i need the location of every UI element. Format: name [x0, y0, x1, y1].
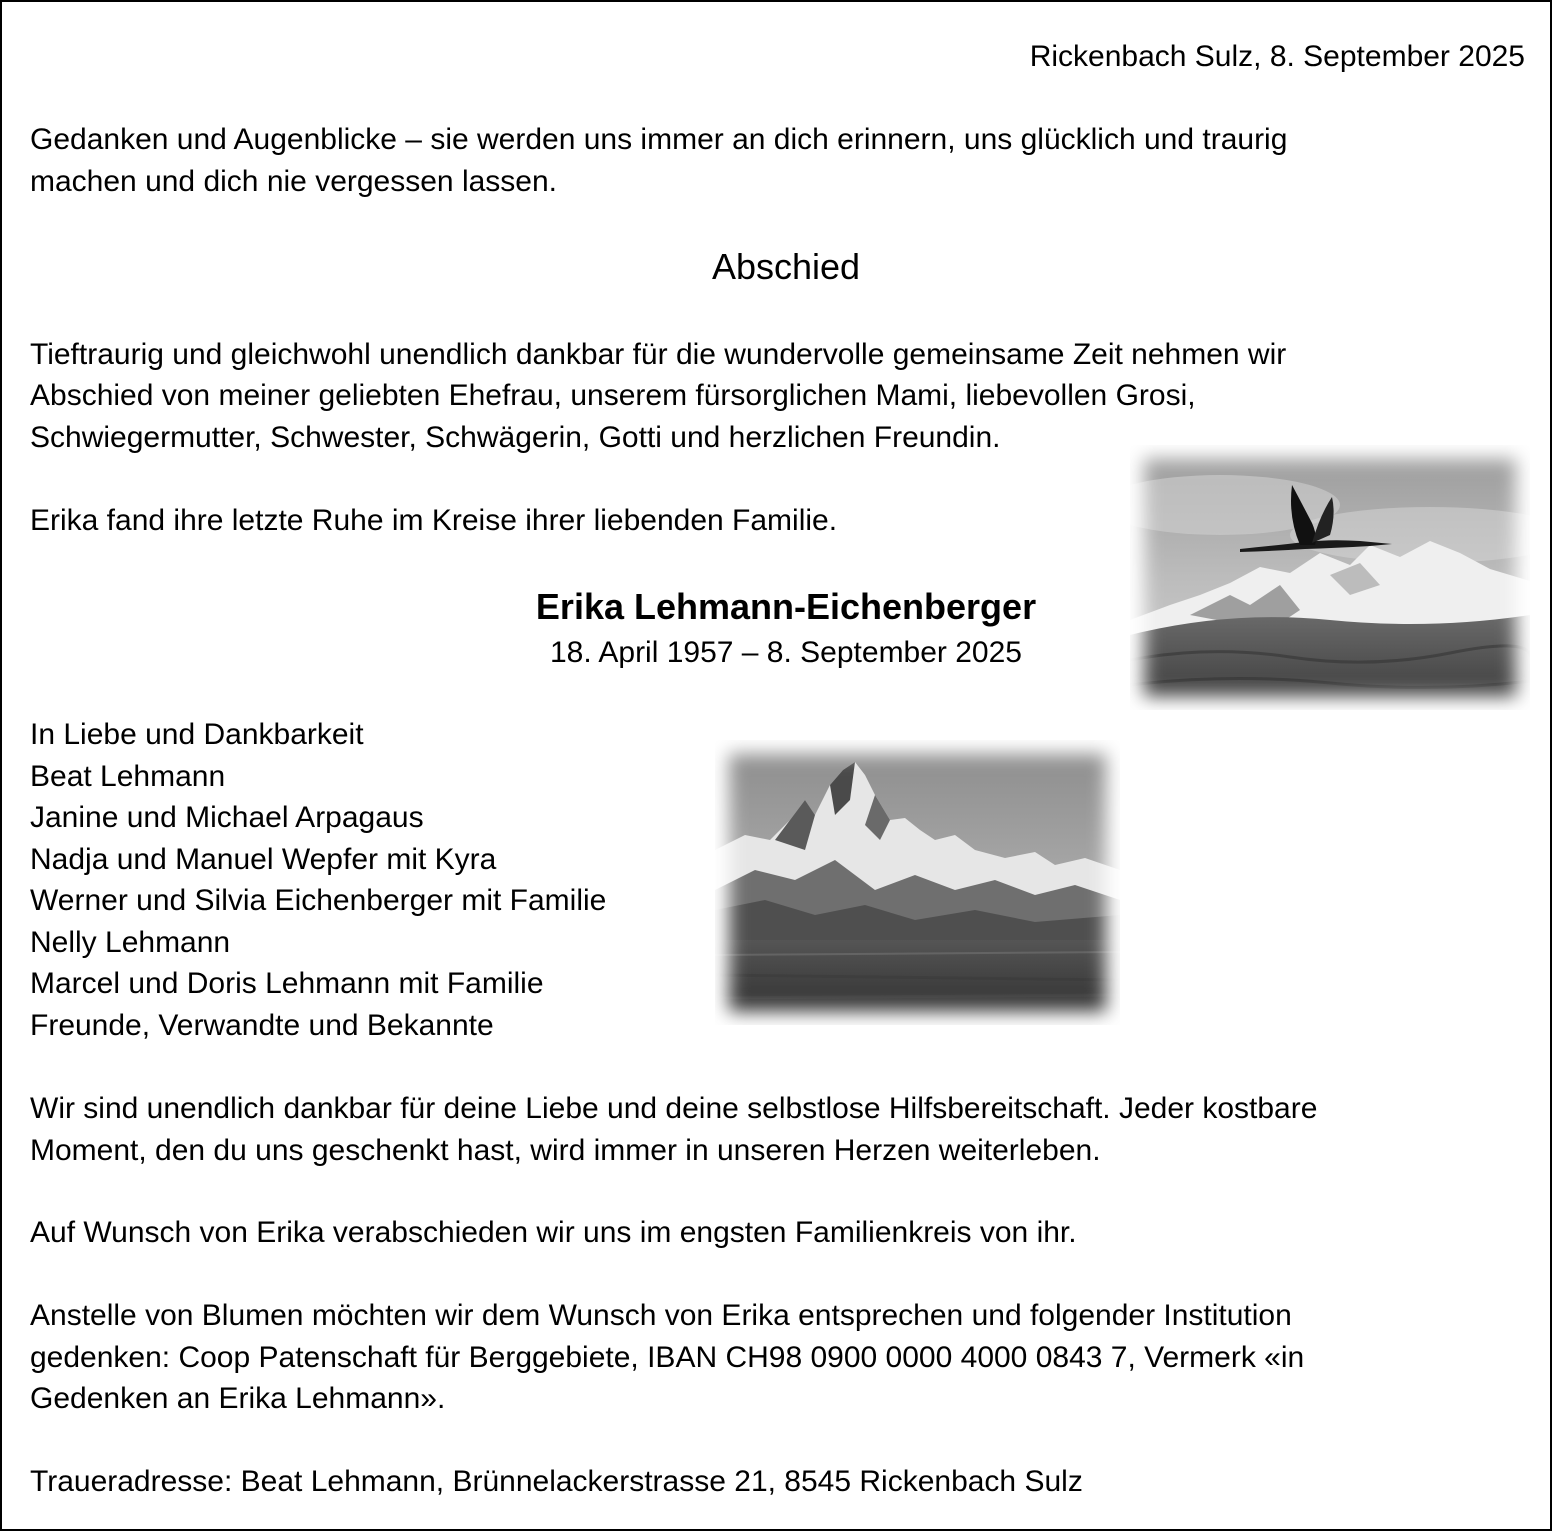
donation-line-3: Gedenken an Erika Lehmann».: [30, 1382, 446, 1415]
mourner-name: Freunde, Verwandte und Bekannte: [30, 1009, 494, 1042]
bird-photo: [1130, 445, 1530, 710]
mountain-photo: [715, 740, 1120, 1025]
wish-text: Auf Wunsch von Erika verabschieden wir uns im engsten Familienkreis von ihr.: [30, 1216, 1077, 1249]
mourning-address: Traueradresse: Beat Lehmann, Brünnelackerstrasse 21, 8545 Rickenbach Sulz: [30, 1465, 1083, 1498]
heading: Abschied: [711, 246, 861, 287]
farewell-line-1: Tieftraurig und gleichwohl unendlich dankbar für die wundervolle gemeinsame Zeit nehmen wir: [30, 338, 1287, 371]
thanks-line-2: Moment, den du uns geschenkt hast, wird immer in unseren Herzen weiterleben.: [30, 1134, 1101, 1167]
mourners-intro: In Liebe und Dankbarkeit: [30, 718, 364, 751]
farewell-line-3: Schwiegermutter, Schwester, Schwägerin, Gotti und herzlichen Freundin.: [30, 421, 1001, 454]
deceased-dates: 18. April 1957 – 8. September 2025: [549, 636, 1022, 669]
place-date: Rickenbach Sulz, 8. September 2025: [1029, 40, 1525, 73]
donation-line-1: Anstelle von Blumen möchten wir dem Wunsch von Erika entsprechen und folgender Institution: [30, 1299, 1292, 1332]
mourner-name: Janine und Michael Arpagaus: [30, 801, 424, 834]
mourner-name: Marcel und Doris Lehmann mit Familie: [30, 967, 544, 1000]
rest-text: Erika fand ihre letzte Ruhe im Kreise ihrer liebenden Familie.: [30, 504, 838, 537]
mourner-name: Beat Lehmann: [30, 760, 226, 793]
thanks-line-1: Wir sind unendlich dankbar für deine Liebe und deine selbstlose Hilfsbereitschaft. Jeder kostbare: [30, 1092, 1318, 1125]
donation-line-2: gedenken: Coop Patenschaft für Berggebiete, IBAN CH98 0900 0000 4000 0843 7, Vermerk «in: [30, 1341, 1305, 1374]
mourner-name: Werner und Silvia Eichenberger mit Familie: [30, 884, 607, 917]
intro-line-1: Gedanken und Augenblicke – sie werden uns immer an dich erinnern, uns glücklich und traurig: [30, 123, 1288, 156]
intro-line-2: machen und dich nie vergessen lassen.: [30, 165, 557, 198]
mourner-name: Nadja und Manuel Wepfer mit Kyra: [30, 843, 497, 876]
deceased-name: Erika Lehmann-Eichenberger: [535, 586, 1037, 627]
farewell-line-2: Abschied von meiner geliebten Ehefrau, unserem fürsorglichen Mami, liebevollen Grosi,: [30, 379, 1196, 412]
mourner-name: Nelly Lehmann: [30, 926, 231, 959]
